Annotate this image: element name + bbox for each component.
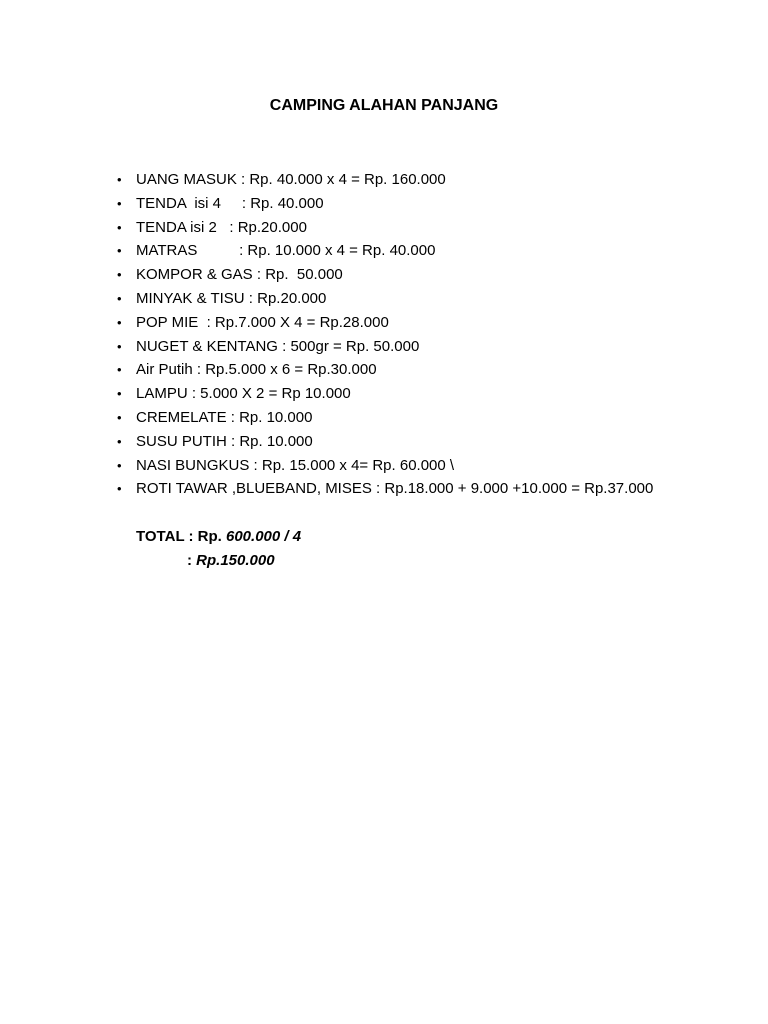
bullet-icon: • [117,338,122,354]
total-per-person-line [187,549,275,573]
bullet-icon: • [117,195,122,211]
total-line [136,525,301,549]
list-item-text: MINYAK & TISU : Rp.20.000 [136,289,327,307]
bullet-icon: • [117,172,122,187]
list-item-text: ROTI TAWAR ,BLUEBAND, MISES : Rp.18.000 + 9.000 +10.000 = Rp.37.000 [136,480,654,498]
bullet-icon: • [117,314,122,330]
list-item-text: NASI BUNGKUS : Rp. 15.000 x 4= Rp. 60.000 \ [136,456,455,474]
list-item-text: POP MIE : Rp.7.000 X 4 = Rp.28.000 [136,313,389,331]
bullet-icon: • [117,243,122,259]
list-item-text: Air Putih : Rp.5.000 x 6 = Rp.30.000 [136,361,377,379]
total-per-person-prefix: : [187,552,197,569]
list-item-text: MATRAS : Rp. 10.000 x 4 = Rp. 40.000 [136,242,436,260]
total-per-person-amount: Rp.150.000 [196,552,275,569]
bullet-icon: • [117,219,122,235]
total-prefix: TOTAL : Rp. [136,528,226,545]
list-item-text: UANG MASUK : Rp. 40.000 x 4 = Rp. 160.000 [136,171,446,188]
document-title: CAMPING ALAHAN PANJANG [269,97,499,114]
bullet-icon: • [117,409,122,425]
bullet-icon: • [117,290,122,306]
list-item-text: LAMPU : 5.000 X 2 = Rp 10.000 [136,385,351,403]
list-item-text: CREMELATE : Rp. 10.000 [136,408,313,426]
list-item-text: TENDA isi 4 : Rp. 40.000 [136,194,324,212]
bullet-icon: • [117,481,122,497]
bullet-icon: • [117,267,122,283]
bullet-icon: • [117,362,122,378]
bullet-icon: • [117,386,122,402]
list-item-text: NUGET & KENTANG : 500gr = Rp. 50.000 [136,337,420,355]
list-item-text: TENDA isi 2 : Rp.20.000 [136,218,307,236]
bullet-icon: • [117,433,122,449]
total-amount: 600.000 / 4 [226,528,302,545]
bullet-icon: • [117,457,122,473]
list-item-text: SUSU PUTIH : Rp. 10.000 [136,432,313,450]
list-item-text: KOMPOR & GAS : Rp. 50.000 [136,266,343,284]
